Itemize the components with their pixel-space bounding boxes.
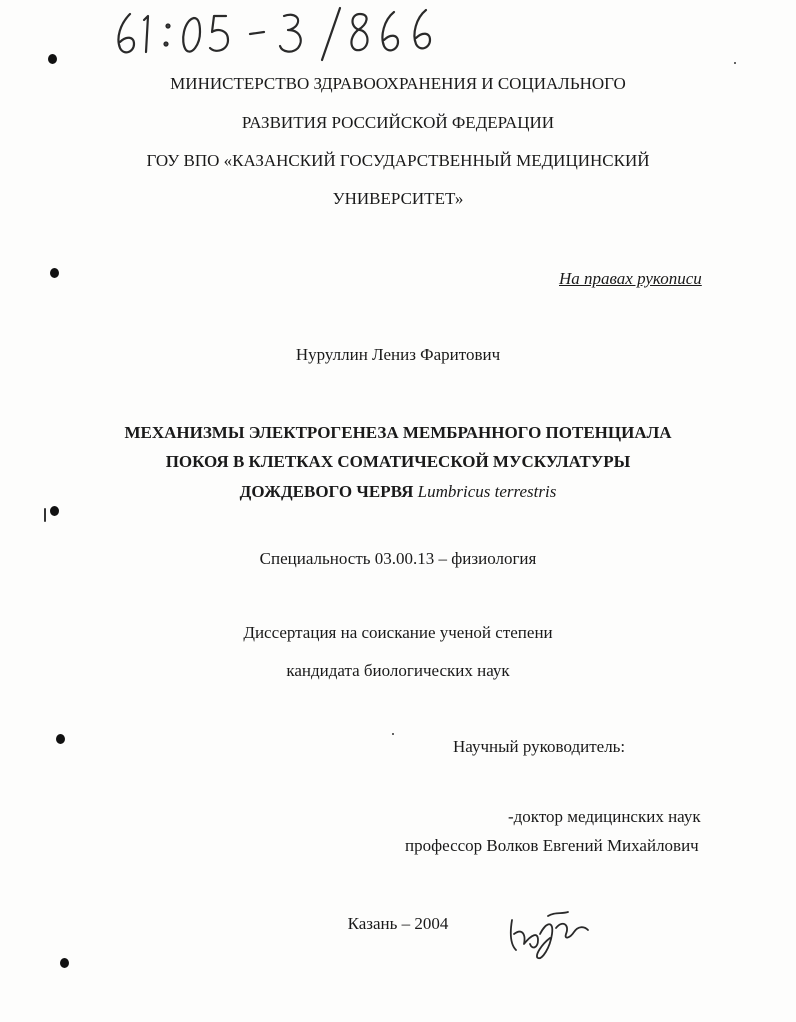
supervisor-degree: -доктор медицинских наук	[508, 807, 701, 826]
binder-hole	[50, 506, 59, 516]
header-line-2: РАЗВИТИЯ РОССИЙСКОЙ ФЕДЕРАЦИИ	[241, 113, 555, 132]
signature	[504, 904, 594, 964]
supervisor-name: профессор Волков Евгений Михайлович	[405, 836, 699, 855]
binder-hole	[50, 268, 59, 278]
city-year: Казань – 2004	[347, 914, 449, 933]
supervisor-label: Научный руководитель:	[453, 737, 626, 756]
archive-number-handwritten	[108, 2, 448, 62]
title-line-3-bold: ДОЖДЕВОГО ЧЕРВЯ	[239, 482, 414, 501]
degree-line-2: кандидата биологических наук	[286, 661, 510, 680]
manuscript-note: На правах рукописи	[559, 269, 702, 288]
specialty: Специальность 03.00.13 – физиология	[259, 549, 537, 568]
author-name: Нуруллин Лениз Фаритович	[295, 345, 501, 364]
binder-hole	[48, 54, 57, 64]
binder-hole	[60, 958, 69, 968]
archive-number-handwriting	[108, 2, 448, 62]
species-name: Lumbricus terrestris	[417, 482, 557, 501]
title-line-2: ПОКОЯ В КЛЕТКАХ СОМАТИЧЕСКОЙ МУСКУЛАТУРЫ	[165, 452, 631, 471]
title-line-1: МЕХАНИЗМЫ ЭЛЕКТРОГЕНЕЗА МЕМБРАННОГО ПОТЕНЦИАЛА	[124, 423, 672, 442]
header-line-3: ГОУ ВПО «КАЗАНСКИЙ ГОСУДАРСТВЕННЫЙ МЕДИЦИНСКИЙ	[146, 151, 650, 170]
signature-scribble	[504, 904, 594, 964]
degree-line-1: Диссертация на соискание ученой степени	[243, 623, 553, 642]
binder-hole	[56, 734, 65, 744]
header-line-1: МИНИСТЕРСТВО ЗДРАВООХРАНЕНИЯ И СОЦИАЛЬНОГО	[170, 74, 626, 93]
binder-mark	[44, 508, 46, 522]
paper-speck	[734, 62, 736, 64]
title-line-3	[0, 482, 796, 502]
header-line-4: УНИВЕРСИТЕТ»	[332, 189, 464, 208]
paper-speck	[392, 733, 394, 735]
